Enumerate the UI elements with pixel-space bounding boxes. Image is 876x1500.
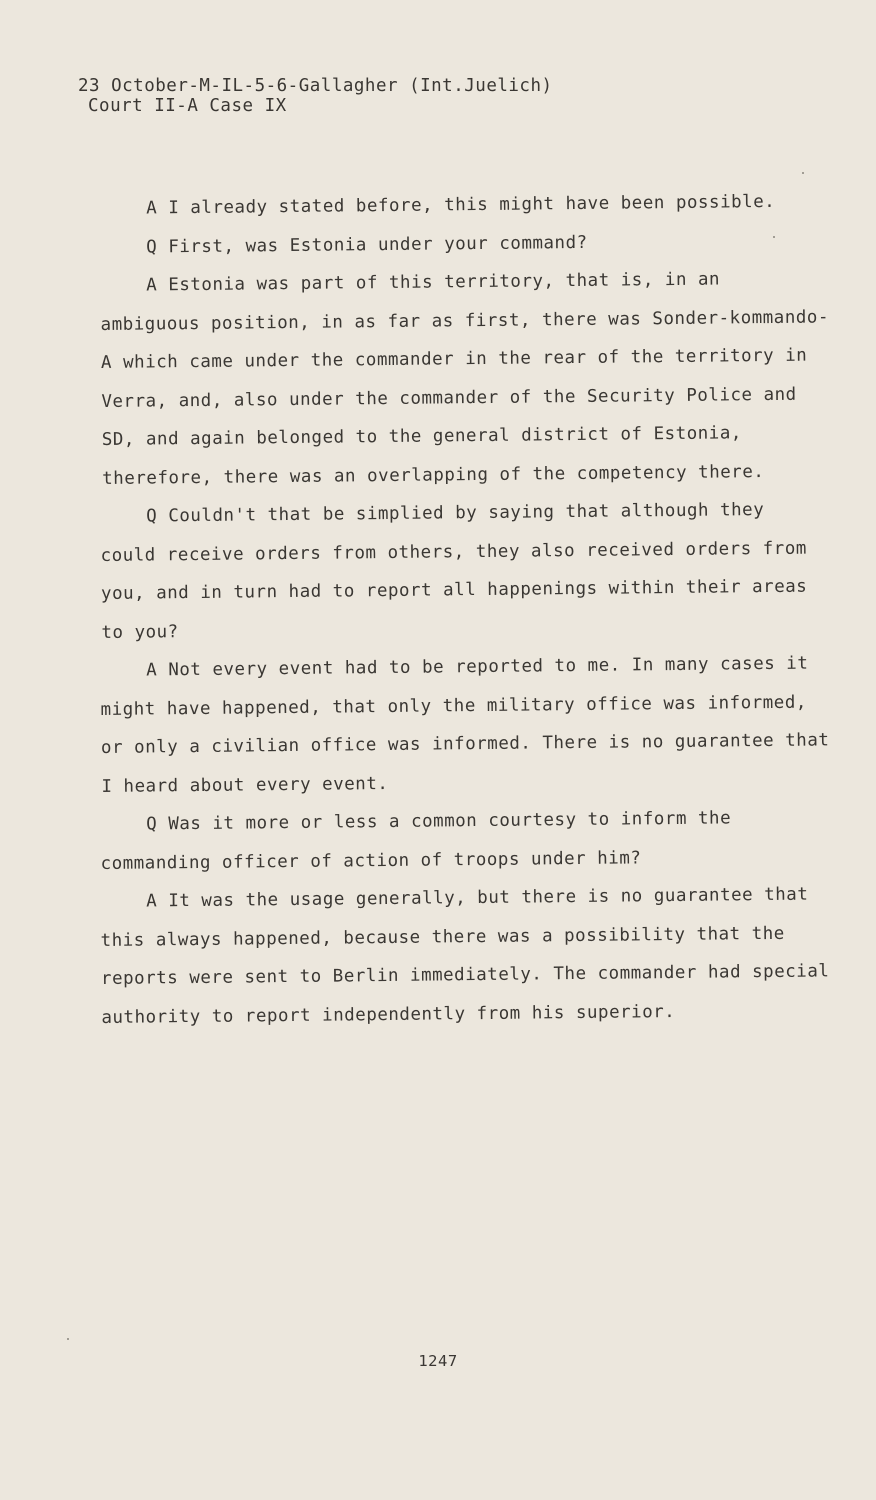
page-number: 1247 (418, 1352, 458, 1370)
transcript-paragraph: Q First, was Estonia under your command? (146, 232, 588, 258)
transcript-paragraph: A Not every event had to be reported to me. In many cases it might have happened, that only the military office was informed, or only a civilian office was informed. There is no guarantee that I heard about every event. (100, 653, 830, 797)
transcript-paragraph: A Estonia was part of this territory, that is, in an ambiguous position, in as far as first, there was Sonder-kommando-A which came under the commander in the rear of the territory in Verra, and, also under the commander of the Security Police and SD, and again belonged to the general district of Estonia, therefore, there was an overlapping of the competency there. (100, 269, 830, 489)
transcript-body (100, 190, 830, 1037)
transcript-paragraph: A I already stated before, this might have been possible. (146, 191, 776, 219)
transcript-paragraph: Q Was it more or less a common courtesy to inform the commanding officer of action of troops under him? (100, 808, 732, 874)
paper-speck (67, 1338, 69, 1340)
transcript-paragraph: A It was the usage generally, but there is no guarantee that this always happened, because there was a possibility that the reports were sent to Berlin immediately. The commander had special authority to report independently from his superior. (100, 884, 830, 1028)
document-header (78, 76, 698, 116)
transcript-paragraph: Q Couldn't that be simplied by saying that although they could receive orders from others, they also received orders from you, and in turn had to report all happenings within their areas to you? (100, 500, 808, 643)
header-court-line: Court II-A Case IX (88, 96, 287, 116)
paper-speck (773, 236, 775, 238)
paper-speck (802, 172, 804, 174)
header-date-line: 23 October-M-IL-5-6-Gallagher (Int.Juelich) (78, 76, 553, 96)
